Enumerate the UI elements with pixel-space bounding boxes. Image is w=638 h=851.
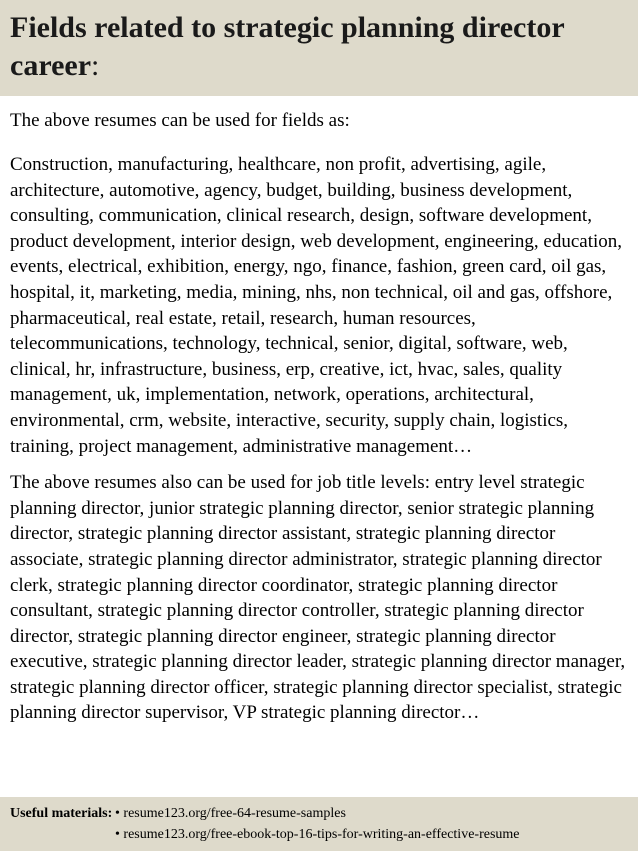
page-title [10,9,628,85]
footer-row-2 [10,824,638,845]
resume-samples-link[interactable]: • resume123.org/free-64-resume-samples [115,806,346,821]
intro-text: The above resumes can be used for fields as: [10,110,350,131]
useful-materials-label-colon: : [107,806,113,821]
useful-materials-footer [0,797,638,851]
footer-row-1 [10,803,638,824]
useful-materials-label [10,803,112,824]
useful-materials-label-text: Useful materials [10,806,108,821]
fields-paragraph: Construction, manufacturing, healthcare, non profit, advertising, agile, architecture, automotive, agency, budget, building, business development, consulting, communication, clinical research, design, software development, product development, interior design, web development, engineering, education, events, electrical, exhibition, energy, ngo, finance, fashion, green card, oil gas, hospital, it, marketing, media, mining, nhs, non technical, oil and gas, offshore, pharmaceutical, real estate, retail, research, human resources, telecommunications, technology, technical, senior, digital, software, web, clinical, hr, infrastructure, business, erp, creative, ict, hvac, sales, quality management, uk, implementation, network, operations, architectural, environmental, crm, website, interactive, security, supply chain, logistics, training, project management, administrative management… [10,154,623,457]
ebook-tips-link[interactable]: • resume123.org/free-ebook-top-16-tips-for-writing-an-effective-resume [115,827,520,842]
page-title-main: Fields related to strategic planning director career [10,11,565,82]
main-content [10,108,632,726]
title-banner [0,0,638,96]
job-levels-paragraph: The above resumes also can be used for job title levels: entry level strategic planning director, junior strategic planning director, senior strategic planning director, strategic planning director assistant, strategic planning director associate, strategic planning director administrator, strategic planning director clerk, strategic planning director coordinator, strategic planning director consultant, strategic planning director controller, strategic planning director director, strategic planning director engineer, strategic planning director executive, strategic planning director leader, strategic planning director manager, strategic planning director officer, strategic planning director specialist, strategic planning director supervisor, VP strategic planning director… [10,472,626,724]
page-title-colon: : [91,49,100,82]
